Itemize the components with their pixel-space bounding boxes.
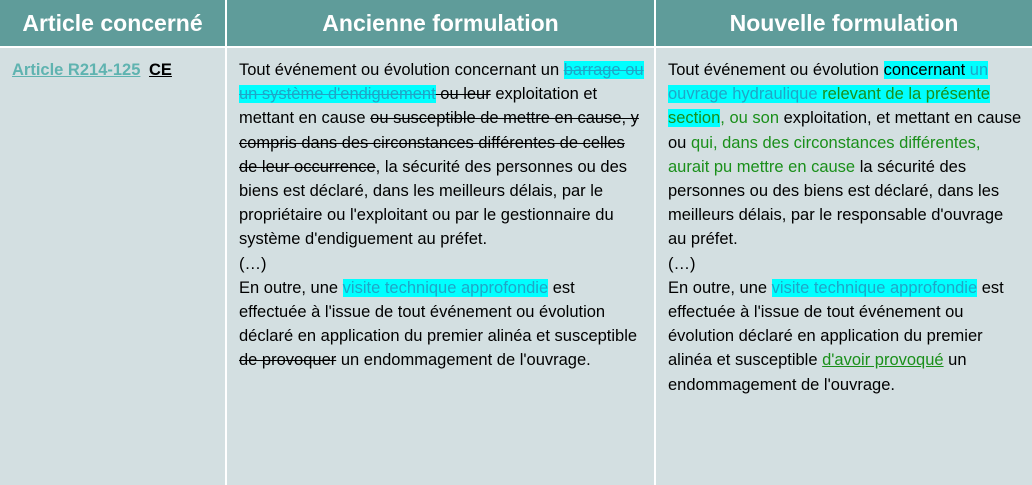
header-article: Article concerné — [0, 0, 226, 47]
new-text: En outre, une — [668, 278, 772, 297]
article-link[interactable]: Article R214-125 — [12, 61, 141, 79]
new-text: la sécurité des personnes ou des biens est déclaré, dans les meilleurs délais, par le responsable d'ouvrage au préfet. — [668, 157, 1004, 249]
old-highlight: visite technique approfondie — [342, 278, 549, 297]
new-highlight-green-text: relevant de la présente section — [668, 85, 990, 128]
new-wording-cell — [655, 47, 1032, 485]
new-text: est effectuée à l'issue de tout événement ou évolution déclaré en application du premier alinéa et susceptible — [668, 278, 1004, 370]
old-text: Tout événement ou évolution concernant un — [239, 61, 564, 79]
new-highlight-cyan-text: un ouvrage hydraulique — [668, 61, 989, 104]
new-paragraph-1 — [668, 58, 1022, 252]
old-text: En outre, une — [239, 278, 343, 297]
article-code: CE — [149, 61, 172, 79]
new-added-text: , ou son — [720, 109, 779, 128]
new-ellipsis: (…) — [668, 254, 696, 273]
old-paragraph-1 — [239, 58, 644, 252]
old-wording-cell — [226, 47, 655, 485]
new-highlight: concernant — [883, 61, 966, 79]
header-row — [0, 0, 1032, 47]
old-struck-text: de provoquer — [239, 351, 337, 370]
old-paragraph-2 — [239, 276, 644, 373]
header-old-wording: Ancienne formulation — [226, 0, 655, 47]
new-text: exploitation, et mettant en cause ou — [668, 109, 1022, 152]
old-struck-text: ou leur — [435, 85, 491, 104]
old-struck-highlight: barrage ou un système d'endiguement — [239, 61, 644, 104]
old-text: un endommagement de l'ouvrage. — [336, 351, 591, 370]
new-text: Tout événement ou évolution — [668, 61, 884, 79]
new-added-text: qui, dans des circonstances différentes, aurait pu mettre en cause — [668, 133, 981, 176]
new-paragraph-2 — [668, 276, 1022, 397]
new-text: un endommagement de l'ouvrage. — [668, 351, 967, 394]
article-cell — [0, 47, 226, 485]
new-highlight: visite technique approfondie — [771, 278, 978, 297]
old-struck-text: ou susceptible de mettre en cause, y compris dans des circonstances différentes de celles de leur occurrence — [239, 109, 639, 176]
old-text: , la sécurité des personnes ou des biens est déclaré, dans les meilleurs délais, par le propriétaire ou l'exploitant ou par le gestionnaire du système d'endiguement au préfet. — [239, 157, 627, 249]
content-row — [0, 47, 1032, 485]
old-text: exploitation et mettant en cause — [239, 85, 598, 128]
header-new-wording: Nouvelle formulation — [655, 0, 1032, 47]
old-ellipsis: (…) — [239, 254, 267, 273]
old-text: est effectuée à l'issue de tout événement ou évolution déclaré en application du premier alinéa et susceptible — [239, 278, 638, 346]
new-added-underlined: d'avoir provoqué — [822, 351, 944, 370]
